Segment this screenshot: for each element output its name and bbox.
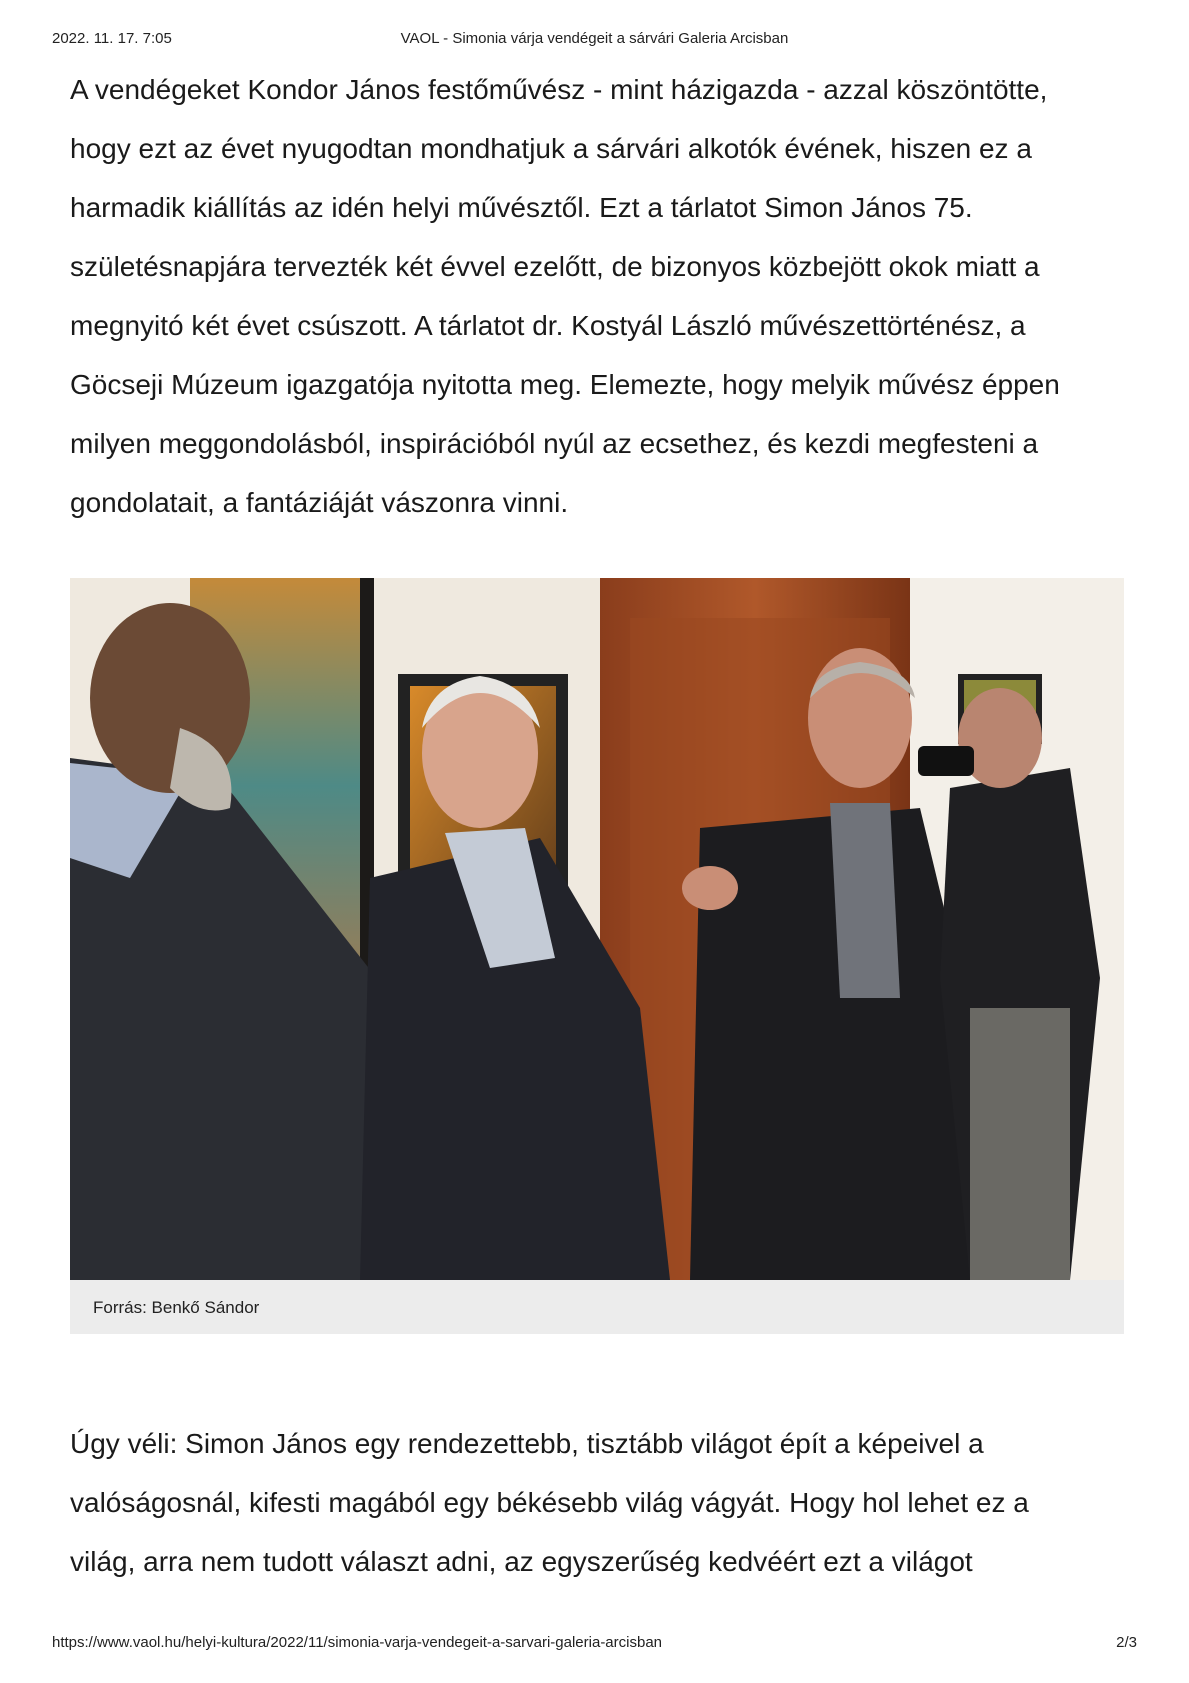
- print-date: 2022. 11. 17. 7:05: [52, 30, 172, 47]
- paragraph-line: harmadik kiállítás az idén helyi művésztől. Ezt a tárlatot Simon János 75.: [70, 192, 973, 223]
- paragraph-line: A vendégeket Kondor János festőművész - mint házigazda - azzal köszöntötte,: [70, 74, 1048, 105]
- print-footer: [52, 1634, 1137, 1654]
- paragraph-line: megnyitó két évet csúszott. A tárlatot dr. Kostyál László művészettörténész, a: [70, 310, 1026, 341]
- paragraph-line: hogy ezt az évet nyugodtan mondhatjuk a sárvári alkotók évének, hiszen ez a: [70, 133, 1032, 164]
- gallery-opening-photo: [70, 578, 1124, 1280]
- article-paragraph-2: [70, 1414, 1130, 1591]
- photo-image: [70, 578, 1124, 1280]
- paragraph-line: Úgy véli: Simon János egy rendezettebb, tisztább világot épít a képeivel a: [70, 1428, 984, 1459]
- page-number: 2/3: [1116, 1634, 1137, 1651]
- page-url: https://www.vaol.hu/helyi-kultura/2022/11/simonia-varja-vendegeit-a-sarvari-galeria-arcisban: [52, 1634, 663, 1651]
- paragraph-line: valóságosnál, kifesti magából egy békésebb világ vágyát. Hogy hol lehet ez a: [70, 1487, 1029, 1518]
- article-paragraph-1: [70, 60, 1130, 532]
- paragraph-line: milyen meggondolásból, inspirációból nyúl az ecsethez, és kezdi megfesteni a: [70, 428, 1039, 459]
- paragraph-line: gondolatait, a fantáziáját vászonra vinni.: [70, 487, 569, 518]
- paragraph-line: Göcseji Múzeum igazgatója nyitotta meg. Elemezte, hogy melyik művész éppen: [70, 369, 1060, 400]
- print-page-title: VAOL - Simonia várja vendégeit a sárvári Galeria Arcisban: [400, 30, 789, 47]
- paragraph-line: világ, arra nem tudott választ adni, az egyszerűség kedvéért ezt a világot: [70, 1546, 973, 1577]
- photo-caption: Forrás: Benkő Sándor: [93, 1298, 260, 1317]
- print-header: [52, 30, 1137, 50]
- paragraph-line: születésnapjára tervezték két évvel ezelőtt, de bizonyos közbejött okok miatt a: [70, 251, 1040, 282]
- article-photo: [70, 578, 1124, 1334]
